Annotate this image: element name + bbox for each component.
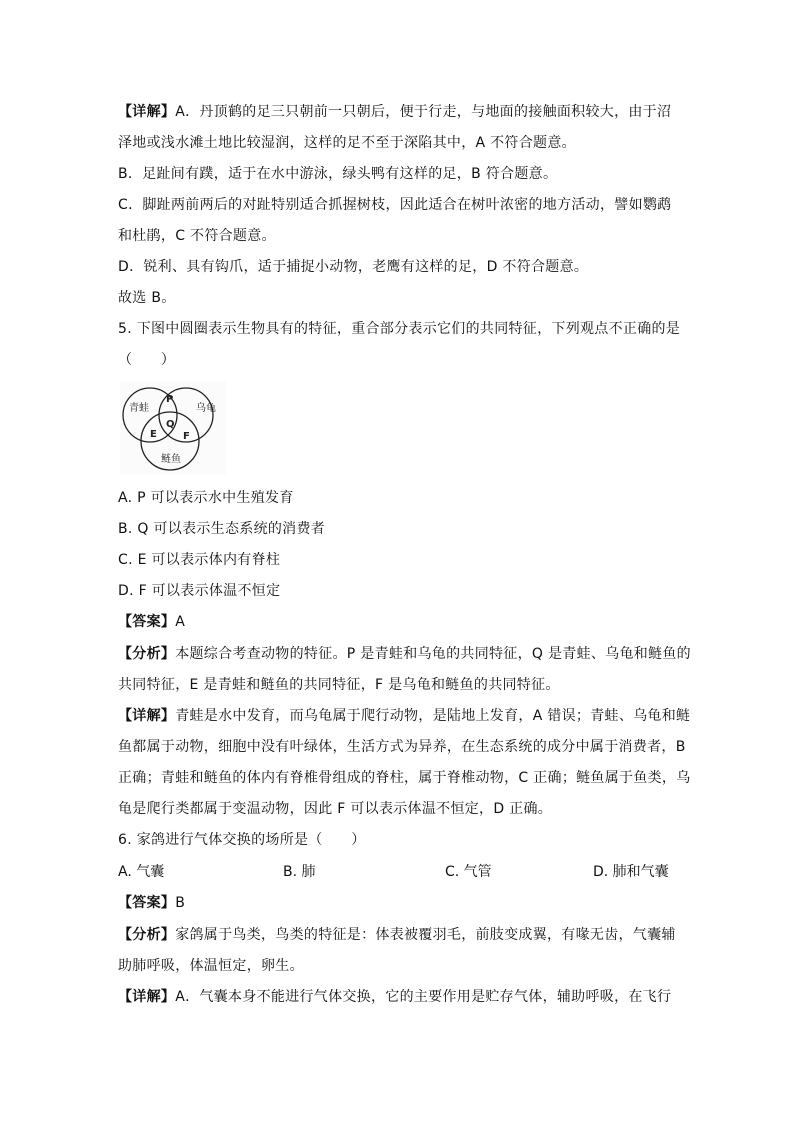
q6-detail-line-1 xyxy=(118,988,678,1006)
q5-option-b: B. Q 可以表示生态系统的消费者 xyxy=(118,521,326,537)
q5-analysis-line-1 xyxy=(118,645,691,663)
venn-label-fish: 鲢鱼 xyxy=(161,454,181,465)
q5-answer-value: A xyxy=(175,614,186,630)
detail4-line-5: 和杜鹃，C 不符合题意。 xyxy=(118,228,276,244)
q5-detail-line-3: 正确；青蛙和鲢鱼的体内有脊椎骨组成的脊柱，属于脊椎动物，C 正确；鲢鱼属于鱼类，乌 xyxy=(118,770,691,786)
q5-stem-line-2: （ ） xyxy=(118,352,176,368)
q5-option-a: A. P 可以表示水中生殖发育 xyxy=(118,490,294,506)
venn-label-frog: 青蛙 xyxy=(129,403,149,414)
q5-analysis-line-2: 共同特征，E 是青蛙和鲢鱼的共同特征，F 是乌龟和鲢鱼的共同特征。 xyxy=(118,677,560,693)
detail4-text-1: A．丹顶鹤的足三只朝前一只朝后，便于行走，与地面的接触面积较大，由于沼 xyxy=(175,104,672,120)
q6-analysis-line-2: 助肺呼吸，体温恒定，卵生。 xyxy=(118,958,304,974)
q6-answer-value: B xyxy=(175,895,186,911)
venn-region-q: Q xyxy=(166,419,175,430)
q5-detail-line-4: 龟是爬行类都属于变温动物，因此 F 可以表示体温不恒定，D 正确。 xyxy=(118,801,553,817)
analysis-tag: 【分析】 xyxy=(118,927,176,943)
analysis-tag: 【分析】 xyxy=(118,646,176,662)
q5-answer xyxy=(118,613,678,631)
detail4-line-4: C．脚趾两前两后的对趾特别适合抓握树枝，因此适合在树叶浓密的地方活动，譬如鹦鹉 xyxy=(118,197,672,213)
q5-stem-line-1: 5. 下图中圆圈表示生物具有的特征，重合部分表示它们的共同特征，下列观点不正确的是 xyxy=(118,321,681,337)
q5-option-d: D. F 可以表示体温不恒定 xyxy=(118,583,281,599)
q5-option-c: C. E 可以表示体内有脊柱 xyxy=(118,552,281,568)
venn-diagram xyxy=(120,381,226,475)
q6-option-c: C. 气管 xyxy=(445,864,492,880)
venn-region-f: F xyxy=(183,431,190,442)
q5-detail-text-1: 青蛙是水中发育，而乌龟属于爬行动物，是陆地上发育，A 错误；青蛙、乌龟和鲢 xyxy=(175,708,691,724)
q5-detail-line-2: 鱼都属于动物，细胞中没有叶绿体，生活方式为异养，在生态系统的成分中属于消费者，B xyxy=(118,739,686,755)
detail4-line-3: B．足趾间有蹼，适于在水中游泳，绿头鸭有这样的足，B 符合题意。 xyxy=(118,166,558,182)
q6-analysis-line-1 xyxy=(118,926,678,944)
detail-tag: 【详解】 xyxy=(118,104,176,120)
q5-detail-line-1 xyxy=(118,707,691,725)
answer-tag: 【答案】 xyxy=(118,614,176,630)
detail4-line-2: 泽地或浅水滩土地比较湿润，这样的足不至于深陷其中，A 不符合题意。 xyxy=(118,135,576,151)
q6-option-a: A. 气囊 xyxy=(118,864,165,880)
venn-region-e: E xyxy=(150,429,157,440)
q6-option-b: B. 肺 xyxy=(283,864,316,880)
detail-tag: 【详解】 xyxy=(118,708,176,724)
q6-stem: 6. 家鸽进行气体交换的场所是（ ） xyxy=(118,832,366,848)
q6-answer xyxy=(118,894,678,912)
detail4-conclusion: 故选 B。 xyxy=(118,290,176,306)
detail4-line-1 xyxy=(118,103,678,121)
q6-option-d: D. 肺和气囊 xyxy=(593,864,669,880)
q6-analysis-text-1: 家鸽属于鸟类，鸟类的特征是：体表被覆羽毛，前肢变成翼，有喙无齿，气囊辅 xyxy=(175,927,676,943)
venn-region-p: P xyxy=(166,394,174,405)
q6-detail-text-1: A．气囊本身不能进行气体交换，它的主要作用是贮存气体，辅助呼吸，在飞行 xyxy=(175,989,672,1005)
answer-tag: 【答案】 xyxy=(118,895,176,911)
q5-analysis-text-1: 本题综合考查动物的特征。P 是青蛙和乌龟的共同特征，Q 是青蛙、乌龟和鲢鱼的 xyxy=(175,646,691,662)
detail4-line-6: D．锐利、具有钩爪，适于捕捉小动物，老鹰有这样的足，D 不符合题意。 xyxy=(118,259,589,275)
venn-label-turtle: 乌龟 xyxy=(196,403,216,414)
detail-tag: 【详解】 xyxy=(118,989,176,1005)
